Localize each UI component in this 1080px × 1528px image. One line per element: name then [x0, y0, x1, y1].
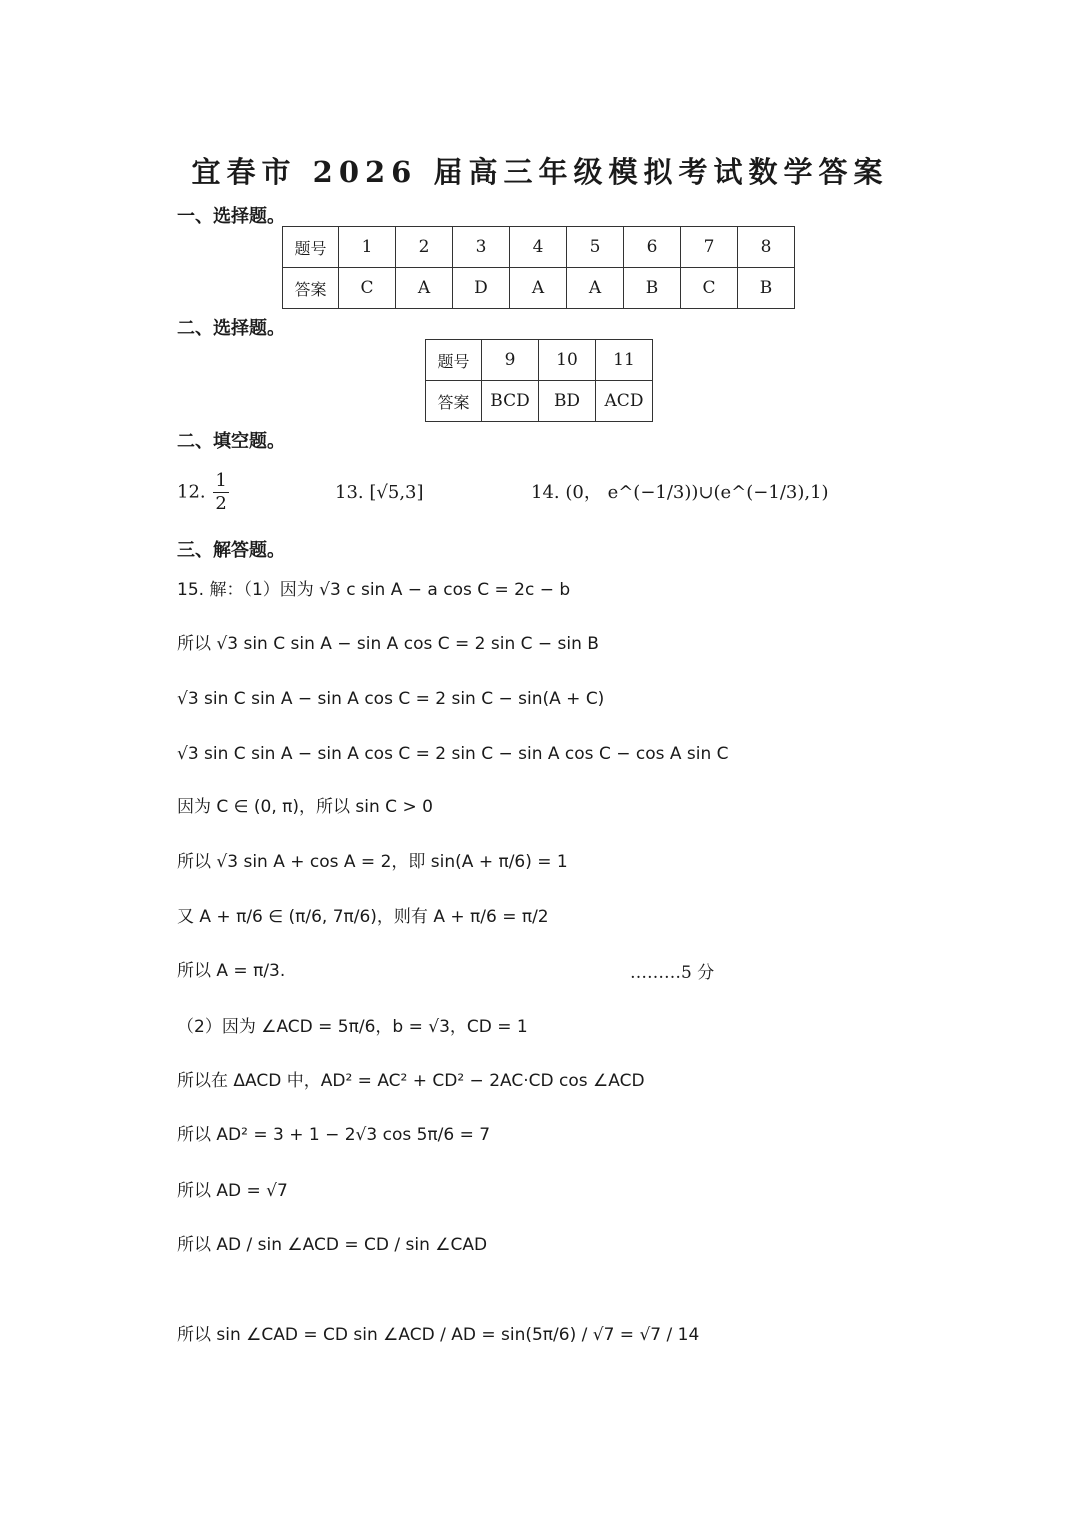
row-label: 答案	[426, 381, 482, 422]
question-number: 9	[482, 340, 539, 381]
solution-line-12: 所以 AD = √7	[177, 1181, 288, 1201]
question-number: 6	[624, 227, 681, 268]
row-label: 答案	[283, 268, 339, 309]
solution-line-1: 15. 解：（1）因为 √3 c sin A − a cos C = 2c − b	[177, 580, 571, 600]
answer-14	[531, 480, 829, 506]
section-heading-choice: 一、选择题。	[177, 206, 285, 227]
solution-line-14: 所以 sin ∠CAD = CD sin ∠ACD / AD = sin(5π/6) / √7 = √7 / 14	[177, 1325, 700, 1345]
answer-cell: B	[738, 268, 795, 309]
solution-line-3: √3 sin C sin A − sin A cos C = 2 sin C − sin(A + C)	[177, 689, 605, 709]
section-heading-fill-in: 二、填空题。	[177, 431, 285, 452]
question-number: 2	[396, 227, 453, 268]
solution-line-8: 所以 A = π/3.	[177, 961, 286, 981]
question-number: 7	[681, 227, 738, 268]
answer-12	[177, 470, 231, 515]
answer-cell: BD	[539, 381, 596, 422]
score-note: ………5 分	[630, 963, 715, 983]
answer-cell: A	[396, 268, 453, 309]
question-number: 10	[539, 340, 596, 381]
answer-text: (0， e^(−1/3))∪(e^(−1/3),1)	[565, 482, 829, 503]
question-number: 3	[453, 227, 510, 268]
solution-line-11: 所以 AD² = 3 + 1 − 2√3 cos 5π/6 = 7	[177, 1125, 491, 1145]
denominator: 2	[215, 493, 227, 514]
answer-cell: A	[567, 268, 624, 309]
answer-cell: B	[624, 268, 681, 309]
solution-line-4: √3 sin C sin A − sin A cos C = 2 sin C − sin A cos C − cos A sin C	[177, 744, 729, 764]
answer-cell: C	[681, 268, 738, 309]
answer-cell: C	[339, 268, 396, 309]
answer-table-2	[425, 339, 653, 422]
solution-line-5: 因为 C ∈ (0, π)，所以 sin C > 0	[177, 797, 433, 817]
solution-line-2: 所以 √3 sin C sin A − sin A cos C = 2 sin C − sin B	[177, 634, 599, 654]
page-title: 宜春市 2026 届高三年级模拟考试数学答案	[191, 155, 889, 189]
question-number: 8	[738, 227, 795, 268]
answer-cell: D	[453, 268, 510, 309]
solution-line-10: 所以在 ΔACD 中，AD² = AC² + CD² − 2AC·CD cos ∠ACD	[177, 1071, 645, 1091]
table-row	[426, 381, 653, 422]
solution-line-9: （2）因为 ∠ACD = 5π/6，b = √3，CD = 1	[177, 1017, 528, 1037]
fraction	[213, 470, 228, 515]
answer-13	[335, 480, 424, 506]
answer-text: [√5,3]	[369, 482, 424, 503]
question-number: 5	[567, 227, 624, 268]
question-number: 1	[339, 227, 396, 268]
solution-line-7: 又 A + π/6 ∈ (π/6, 7π/6)，则有 A + π/6 = π/2	[177, 907, 549, 927]
section-heading-multi-choice: 二、选择题。	[177, 318, 285, 339]
row-label: 题号	[283, 227, 339, 268]
answer-cell: A	[510, 268, 567, 309]
question-number: 4	[510, 227, 567, 268]
answer-table-1	[282, 226, 795, 309]
answer-cell: BCD	[482, 381, 539, 422]
row-label: 题号	[426, 340, 482, 381]
question-label: 13.	[335, 482, 364, 503]
table-row	[283, 227, 795, 268]
question-label: 14.	[531, 482, 560, 503]
section-heading-solution: 三、解答题。	[177, 540, 285, 561]
solution-line-6: 所以 √3 sin A + cos A = 2，即 sin(A + π/6) = 1	[177, 852, 568, 872]
question-number: 11	[596, 340, 653, 381]
answer-cell: ACD	[596, 381, 653, 422]
table-row	[283, 268, 795, 309]
solution-line-13: 所以 AD / sin ∠ACD = CD / sin ∠CAD	[177, 1235, 488, 1255]
table-row	[426, 340, 653, 381]
question-label: 12.	[177, 481, 206, 503]
numerator: 1	[215, 470, 227, 491]
